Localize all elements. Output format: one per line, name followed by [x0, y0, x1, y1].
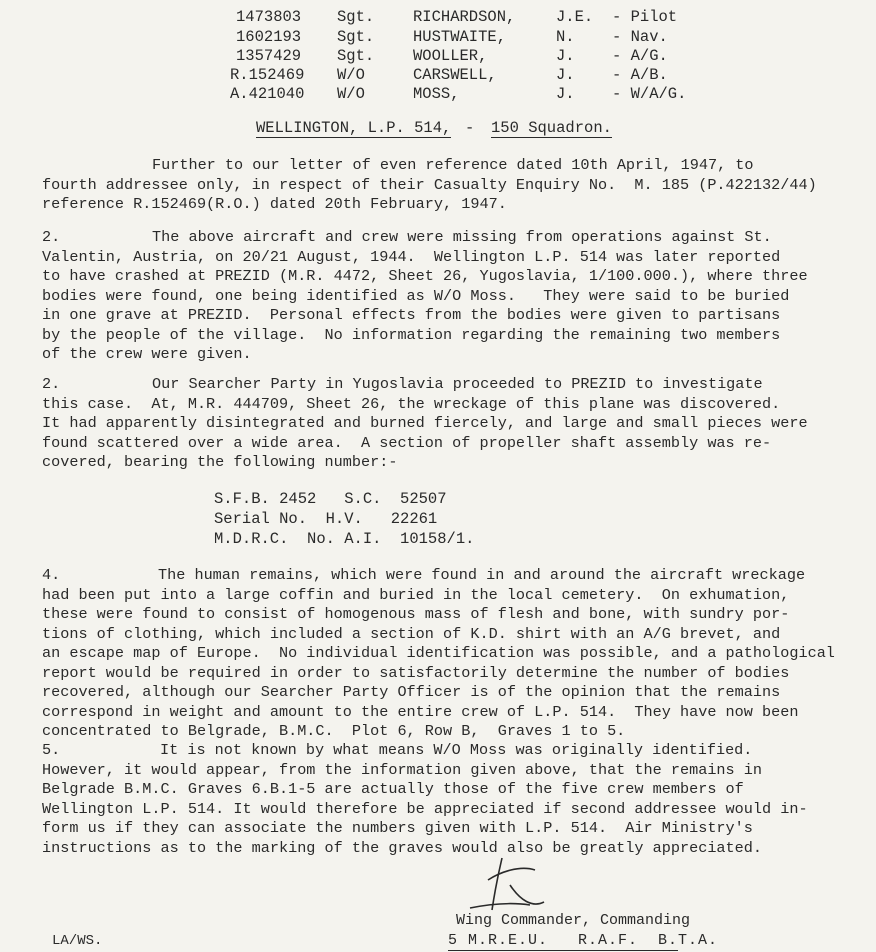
aircraft-designation: WELLINGTON, L.P. 514,	[256, 119, 452, 137]
crew-role: - W/A/G.	[612, 85, 687, 103]
text-line: fourth addressee only, in respect of their Casualty Enquiry No. M. 185 (P.422132/44)	[42, 175, 817, 194]
paragraph-4	[42, 566, 842, 742]
crew-row	[0, 8, 876, 27]
initials: J.	[556, 85, 575, 103]
text-line: recovered, although our Searcher Party Officer is of the opinion that the remains	[42, 683, 781, 701]
service-number: 1357429	[236, 47, 302, 65]
text-line: this case. At, M.R. 444709, Sheet 26, the wreckage of this plane was discovered.	[42, 394, 781, 413]
text-line: Valentin, Austria, on 20/21 August, 1944. Wellington L.P. 514 was later reported	[42, 247, 781, 266]
text-line: concentrated to Belgrade, B.M.C. Plot 6, Row B, Graves 1 to 5.	[42, 722, 626, 740]
initials: J.E.	[556, 8, 594, 26]
line-text: It is not known by what means W/O Moss was originally identified.	[160, 741, 753, 759]
rank: Sgt.	[337, 28, 375, 46]
heading-dash: -	[465, 119, 475, 137]
text-line: However, it would appear, from the information given above, that the remains in	[42, 760, 763, 779]
text-line: instructions as to the marking of the graves would also be greatly appreciated.	[42, 838, 763, 857]
surname: CARSWELL,	[413, 66, 497, 84]
service-number: R.152469	[230, 66, 305, 84]
text-line: covered, bearing the following number:-	[42, 453, 398, 471]
text-line: in one grave at PREZID. Personal effects from the bodies were given to partisans	[42, 306, 781, 324]
text-line: of the crew were given.	[42, 345, 252, 363]
crew-role: - Nav.	[612, 28, 668, 46]
signatory-title: Wing Commander, Commanding	[456, 912, 691, 929]
text-line: correspond in weight and amount to the entire crew of L.P. 514. They have now been	[42, 702, 799, 721]
crew-role: - A/B.	[612, 66, 668, 84]
paragraph-number: 2.	[42, 228, 61, 246]
surname: MOSS,	[413, 85, 460, 103]
text-line: Belgrade B.M.C. Graves 6.B.1-5 are actually those of the five crew members of	[42, 780, 744, 798]
typist-reference: LA/WS.	[52, 933, 103, 949]
text-line: found scattered over a wide area. A section of propeller shaft assembly was re-	[42, 433, 772, 452]
initials: N.	[556, 28, 575, 46]
part-number-line: S.F.B. 2452 S.C. 52507	[214, 490, 447, 508]
crew-row	[0, 47, 876, 66]
crew-role: - A/G.	[612, 47, 668, 65]
unit-underline	[448, 950, 678, 951]
crew-role: - Pilot	[612, 8, 678, 26]
rank: W/O	[337, 66, 365, 84]
text-line	[42, 741, 842, 761]
surname: WOOLLER,	[413, 47, 488, 65]
signatory-unit: 5 M.R.E.U. R.A.F. B.T.A.	[448, 932, 719, 949]
part-number-line: Serial No. H.V. 22261	[214, 510, 438, 528]
text-line: these were found to consist of homogenous mass of flesh and bone, with sundry por-	[42, 605, 790, 623]
line-text: The human remains, which were found in and around the aircraft wreckage	[158, 566, 806, 584]
service-number: A.421040	[230, 85, 305, 103]
line-text: Our Searcher Party in Yugoslavia proceeded to PREZID to investigate	[152, 375, 763, 393]
text-line: form us if they can associate the numbers given with L.P. 514. Air Ministry's	[42, 819, 753, 837]
text-line: bodies were found, one being identified as W/O Moss. They were said to be buried	[42, 286, 790, 305]
text-line: an escape map of Europe. No individual identification was possible, and a pathological	[42, 644, 835, 662]
crew-row	[0, 28, 876, 47]
initials: J.	[556, 47, 575, 65]
crew-row	[0, 85, 876, 104]
crew-row	[0, 66, 876, 85]
part-number-line: M.D.R.C. No. A.I. 10158/1.	[214, 530, 475, 548]
text-line: report would be required in order to satisfactorily determine the number of bodies	[42, 663, 790, 682]
paragraph-number: 2.	[42, 375, 61, 393]
text-line: It had apparently disintegrated and burned fiercely, and large and small pieces were	[42, 414, 808, 432]
text-line: Wellington L.P. 514. It would therefore be appreciated if second addressee would in-	[42, 799, 808, 818]
service-number: 1602193	[236, 28, 302, 46]
part-numbers	[214, 489, 474, 549]
text-line	[42, 375, 842, 395]
text-line: tions of clothing, which included a section of K.D. shirt with an A/G brevet, and	[42, 624, 781, 643]
line-text: Further to our letter of even reference dated 10th April, 1947, to	[152, 156, 754, 174]
text-line: by the people of the village. No information regarding the remaining two members	[42, 325, 781, 344]
surname: RICHARDSON,	[413, 8, 516, 26]
text-line	[42, 566, 842, 586]
text-line: reference R.152469(R.O.) dated 20th February, 1947.	[42, 195, 507, 213]
paragraph-number: 4.	[42, 566, 61, 584]
intro-paragraph	[42, 156, 842, 215]
rank: Sgt.	[337, 47, 375, 65]
initials: J.	[556, 66, 575, 84]
paragraph-3	[42, 375, 842, 473]
text-line	[42, 156, 842, 176]
line-text: The above aircraft and crew were missing from operations against St.	[152, 228, 772, 246]
rank: W/O	[337, 85, 365, 103]
text-line: to have crashed at PREZID (M.R. 4472, Sheet 26, Yugoslavia, 1/100.000.), where three	[42, 267, 808, 285]
service-number: 1473803	[236, 8, 302, 26]
squadron: 150 Squadron.	[491, 119, 612, 137]
text-line	[42, 228, 842, 248]
text-line: had been put into a large coffin and buried in the local cemetery. On exhumation,	[42, 585, 790, 604]
rank: Sgt.	[337, 8, 375, 26]
paragraph-number: 5.	[42, 741, 61, 759]
signature-block	[440, 900, 740, 952]
paragraph-5	[42, 741, 842, 858]
surname: HUSTWAITE,	[413, 28, 507, 46]
paragraph-2	[42, 228, 842, 365]
